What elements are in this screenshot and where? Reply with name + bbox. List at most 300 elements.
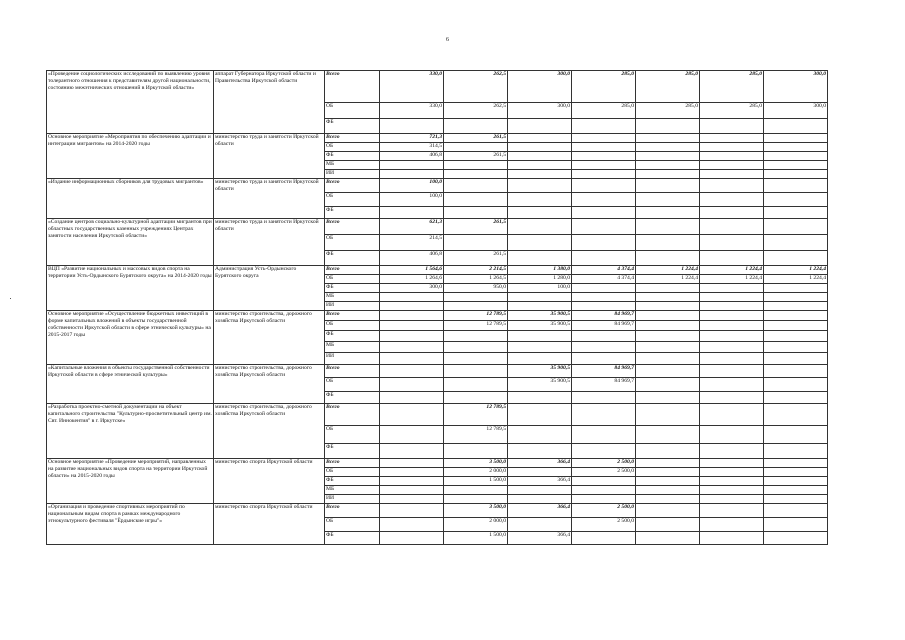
amount-cell: [380, 392, 444, 404]
amount-cell: 84 969,7: [572, 378, 636, 392]
responsible-executor: министерство строительства, дорожного хозяйства Иркутской области: [214, 311, 325, 365]
amount-cell: 1 264,5: [444, 275, 508, 284]
amount-cell: [636, 404, 700, 426]
amount-cell: 621,3: [380, 219, 444, 235]
amount-cell: 330,0: [380, 71, 444, 103]
funding-source: ФБ: [325, 207, 380, 219]
amount-cell: [700, 518, 764, 532]
amount-cell: [700, 170, 764, 179]
amount-cell: [636, 331, 700, 342]
funding-source: Всего: [325, 71, 380, 103]
responsible-executor: министерство спорта Иркутской области: [214, 459, 325, 504]
amount-cell: [700, 152, 764, 161]
funding-source: ФБ: [325, 392, 380, 404]
amount-cell: [700, 311, 764, 321]
amount-cell: 1 500,0: [444, 532, 508, 545]
amount-cell: 300,0: [508, 103, 572, 119]
amount-cell: [636, 426, 700, 444]
amount-cell: 366,4: [508, 532, 572, 545]
scan-dot: [10, 298, 11, 299]
amount-cell: [508, 170, 572, 179]
amount-cell: [380, 468, 444, 477]
amount-cell: 261,5: [444, 219, 508, 235]
table-row: [47, 266, 828, 275]
amount-cell: [508, 518, 572, 532]
amount-cell: [572, 532, 636, 545]
amount-cell: [764, 468, 828, 477]
amount-cell: [764, 152, 828, 161]
amount-cell: [572, 353, 636, 365]
amount-cell: 100,0: [508, 284, 572, 293]
amount-cell: 721,3: [380, 134, 444, 143]
responsible-executor: аппарат Губернатора Иркутской области и Правительства Иркутской области: [214, 71, 325, 134]
amount-cell: [700, 426, 764, 444]
amount-cell: [444, 392, 508, 404]
amount-cell: 262,5: [444, 103, 508, 119]
amount-cell: [444, 293, 508, 302]
amount-cell: 2 000,0: [444, 518, 508, 532]
amount-cell: [700, 365, 764, 378]
amount-cell: 366,4: [508, 504, 572, 518]
amount-cell: [508, 119, 572, 134]
funding-source: Всего: [325, 459, 380, 468]
amount-cell: [380, 378, 444, 392]
amount-cell: [572, 293, 636, 302]
amount-cell: [636, 392, 700, 404]
amount-cell: 406,8: [380, 152, 444, 161]
amount-cell: [636, 353, 700, 365]
amount-cell: 1 224,4: [764, 275, 828, 284]
amount-cell: [380, 495, 444, 504]
amount-cell: [636, 342, 700, 353]
amount-cell: [764, 404, 828, 426]
amount-cell: 950,0: [444, 284, 508, 293]
amount-cell: [700, 477, 764, 486]
amount-cell: [636, 532, 700, 545]
funding-source: Всего: [325, 365, 380, 378]
amount-cell: [700, 134, 764, 143]
amount-cell: [380, 477, 444, 486]
amount-cell: [444, 179, 508, 193]
table-row: [47, 311, 828, 321]
table-row: [47, 504, 828, 518]
amount-cell: [636, 134, 700, 143]
amount-cell: [508, 331, 572, 342]
activity-name: ВЦП «Развитие национальных и массовых видов спорта на территории Усть-Ордынского Бурятского округа» на 2014-2020 годы: [47, 266, 214, 311]
amount-cell: 1 500,0: [444, 477, 508, 486]
amount-cell: [380, 302, 444, 311]
amount-cell: [508, 235, 572, 251]
amount-cell: [508, 426, 572, 444]
amount-cell: [700, 161, 764, 170]
amount-cell: [380, 170, 444, 179]
activity-name: «Организация и проведение спортивных мероприятий по национальным видам спорта в рамках международного этнокультурного фестиваля "Ёрдынские игры"»: [47, 504, 214, 545]
amount-cell: [380, 444, 444, 459]
amount-cell: 285,0: [636, 71, 700, 103]
amount-cell: 35 900,5: [508, 378, 572, 392]
amount-cell: [444, 444, 508, 459]
amount-cell: [636, 161, 700, 170]
amount-cell: [572, 486, 636, 495]
amount-cell: [380, 119, 444, 134]
amount-cell: 2 500,0: [572, 459, 636, 468]
funding-source: ФБ: [325, 119, 380, 134]
amount-cell: [764, 321, 828, 331]
amount-cell: 4 374,4: [572, 275, 636, 284]
amount-cell: 285,0: [572, 103, 636, 119]
amount-cell: [444, 193, 508, 207]
funding-source: ОБ: [325, 143, 380, 152]
amount-cell: [636, 293, 700, 302]
amount-cell: 35 900,5: [508, 321, 572, 331]
amount-cell: 214,5: [380, 235, 444, 251]
funding-source: ИИ: [325, 353, 380, 365]
amount-cell: 261,5: [444, 134, 508, 143]
amount-cell: 1 224,4: [764, 266, 828, 275]
amount-cell: [636, 170, 700, 179]
amount-cell: [700, 193, 764, 207]
amount-cell: 35 900,5: [508, 311, 572, 321]
amount-cell: [572, 284, 636, 293]
amount-cell: [380, 532, 444, 545]
amount-cell: [764, 353, 828, 365]
amount-cell: [444, 207, 508, 219]
amount-cell: 12 789,5: [444, 311, 508, 321]
amount-cell: [700, 331, 764, 342]
amount-cell: [636, 321, 700, 331]
amount-cell: [764, 219, 828, 235]
activity-name: Основное мероприятие «Проведение мероприятий, направленных на развитие национальных видов спорта на территории Иркутской области» на 2015-2020 годы: [47, 459, 214, 504]
amount-cell: 2 000,0: [444, 468, 508, 477]
amount-cell: [636, 486, 700, 495]
amount-cell: [444, 302, 508, 311]
funding-source: Всего: [325, 179, 380, 193]
amount-cell: [764, 302, 828, 311]
amount-cell: 3 500,0: [444, 459, 508, 468]
amount-cell: [764, 365, 828, 378]
amount-cell: 1 564,6: [380, 266, 444, 275]
amount-cell: [636, 495, 700, 504]
funding-source: ОБ: [325, 468, 380, 477]
amount-cell: [572, 219, 636, 235]
funding-source: ОБ: [325, 426, 380, 444]
responsible-executor: министерство труда и занятости Иркутской области: [214, 134, 325, 179]
amount-cell: [444, 161, 508, 170]
amount-cell: 1 224,4: [636, 266, 700, 275]
amount-cell: [764, 486, 828, 495]
amount-cell: [764, 532, 828, 545]
amount-cell: 1 224,4: [700, 275, 764, 284]
funding-source: ОБ: [325, 518, 380, 532]
amount-cell: [508, 207, 572, 219]
amount-cell: [764, 170, 828, 179]
amount-cell: [380, 293, 444, 302]
amount-cell: [508, 161, 572, 170]
amount-cell: [700, 207, 764, 219]
amount-cell: [700, 302, 764, 311]
amount-cell: [380, 342, 444, 353]
amount-cell: [508, 486, 572, 495]
amount-cell: 366,4: [508, 477, 572, 486]
funding-source: ФБ: [325, 331, 380, 342]
amount-cell: [444, 486, 508, 495]
amount-cell: [636, 179, 700, 193]
budget-table: [46, 70, 828, 545]
amount-cell: [636, 119, 700, 134]
funding-source: Всего: [325, 404, 380, 426]
page-number: 6: [446, 37, 449, 43]
amount-cell: [444, 143, 508, 152]
responsible-executor: министерство строительства, дорожного хозяйства Иркутской области: [214, 365, 325, 404]
amount-cell: 12 789,5: [444, 404, 508, 426]
amount-cell: [764, 284, 828, 293]
funding-source: Всего: [325, 219, 380, 235]
activity-name: «Издание информационных сборников для трудовых мигрантов»: [47, 179, 214, 219]
amount-cell: [508, 468, 572, 477]
amount-cell: [572, 179, 636, 193]
amount-cell: 1 224,4: [700, 266, 764, 275]
amount-cell: [700, 284, 764, 293]
amount-cell: [764, 311, 828, 321]
amount-cell: [700, 378, 764, 392]
funding-source: ФБ: [325, 152, 380, 161]
amount-cell: [380, 518, 444, 532]
amount-cell: 12 789,5: [444, 426, 508, 444]
funding-source: Всего: [325, 504, 380, 518]
amount-cell: 84 969,7: [572, 365, 636, 378]
amount-cell: [700, 219, 764, 235]
table-row: [47, 365, 828, 378]
amount-cell: [700, 143, 764, 152]
amount-cell: [444, 235, 508, 251]
activity-name: «Создание центров социально-культурной адаптации мигрантов при областных государственных казенных учреждениях Центрах занятости населения Иркутской области»: [47, 219, 214, 266]
amount-cell: 2 500,0: [572, 518, 636, 532]
amount-cell: [700, 444, 764, 459]
amount-cell: [636, 207, 700, 219]
funding-source: МБ: [325, 342, 380, 353]
amount-cell: [764, 378, 828, 392]
amount-cell: [700, 342, 764, 353]
amount-cell: [380, 404, 444, 426]
amount-cell: 300,0: [380, 284, 444, 293]
amount-cell: [572, 495, 636, 504]
amount-cell: [636, 152, 700, 161]
amount-cell: [508, 293, 572, 302]
amount-cell: [636, 311, 700, 321]
table-row: [47, 71, 828, 103]
amount-cell: [700, 251, 764, 266]
amount-cell: [380, 486, 444, 495]
table-row: [47, 404, 828, 426]
amount-cell: [636, 302, 700, 311]
amount-cell: [380, 353, 444, 365]
funding-source: ФБ: [325, 444, 380, 459]
amount-cell: [700, 353, 764, 365]
amount-cell: [700, 179, 764, 193]
amount-cell: [636, 468, 700, 477]
amount-cell: [700, 495, 764, 504]
amount-cell: [700, 459, 764, 468]
amount-cell: [764, 426, 828, 444]
amount-cell: 2 500,0: [572, 468, 636, 477]
activity-name: Основное мероприятие «Мероприятия по обеспечению адаптации и интеграции мигрантов» на 2014-2020 годы: [47, 134, 214, 179]
amount-cell: 4 374,4: [572, 266, 636, 275]
responsible-executor: министерство труда и занятости Иркутской области: [214, 179, 325, 219]
amount-cell: [764, 331, 828, 342]
amount-cell: [508, 353, 572, 365]
funding-source: ФБ: [325, 251, 380, 266]
amount-cell: [444, 378, 508, 392]
funding-source: ОБ: [325, 378, 380, 392]
amount-cell: [700, 504, 764, 518]
amount-cell: [700, 468, 764, 477]
amount-cell: [636, 378, 700, 392]
amount-cell: [636, 365, 700, 378]
amount-cell: [508, 495, 572, 504]
amount-cell: [508, 404, 572, 426]
amount-cell: [572, 331, 636, 342]
amount-cell: 2 214,5: [444, 266, 508, 275]
amount-cell: [764, 444, 828, 459]
funding-source: ОБ: [325, 103, 380, 119]
amount-cell: [508, 219, 572, 235]
amount-cell: 35 900,5: [508, 365, 572, 378]
amount-cell: [636, 504, 700, 518]
activity-name: «Разработка проектно-сметной документации на объект капитального строительства "Культурно-просветительный центр им. Свт. Иннокентия" в г. Иркутске»: [47, 404, 214, 459]
amount-cell: 366,4: [508, 459, 572, 468]
funding-source: ФБ: [325, 532, 380, 545]
amount-cell: [764, 119, 828, 134]
responsible-executor: министерство строительства, дорожного хозяйства Иркутской области: [214, 404, 325, 459]
amount-cell: 1 380,0: [508, 266, 572, 275]
amount-cell: 285,0: [636, 103, 700, 119]
amount-cell: [444, 353, 508, 365]
amount-cell: [572, 444, 636, 459]
responsible-executor: министерство труда и занятости Иркутской области: [214, 219, 325, 266]
funding-source: ФБ: [325, 284, 380, 293]
amount-cell: 285,0: [572, 71, 636, 103]
amount-cell: [764, 504, 828, 518]
budget-table-body: [47, 71, 828, 545]
amount-cell: 84 969,7: [572, 311, 636, 321]
amount-cell: [764, 392, 828, 404]
amount-cell: [380, 311, 444, 321]
responsible-executor: Администрация Усть-Ордынского Бурятского округа: [214, 266, 325, 311]
amount-cell: 406,8: [380, 251, 444, 266]
amount-cell: [444, 342, 508, 353]
amount-cell: 261,5: [444, 152, 508, 161]
amount-cell: [572, 152, 636, 161]
amount-cell: 262,5: [444, 71, 508, 103]
amount-cell: [700, 392, 764, 404]
amount-cell: 300,0: [764, 71, 828, 103]
amount-cell: 1 280,0: [508, 275, 572, 284]
amount-cell: [508, 392, 572, 404]
amount-cell: 300,0: [508, 71, 572, 103]
amount-cell: [764, 293, 828, 302]
amount-cell: [572, 477, 636, 486]
amount-cell: [572, 170, 636, 179]
amount-cell: 261,5: [444, 251, 508, 266]
amount-cell: 1 224,4: [636, 275, 700, 284]
amount-cell: [764, 495, 828, 504]
amount-cell: 100,0: [380, 179, 444, 193]
amount-cell: [636, 477, 700, 486]
amount-cell: [380, 504, 444, 518]
amount-cell: [572, 392, 636, 404]
amount-cell: [764, 235, 828, 251]
funding-source: Всего: [325, 311, 380, 321]
amount-cell: [572, 404, 636, 426]
amount-cell: [444, 495, 508, 504]
amount-cell: [764, 207, 828, 219]
funding-source: ОБ: [325, 275, 380, 284]
amount-cell: [572, 426, 636, 444]
amount-cell: [380, 331, 444, 342]
amount-cell: [444, 170, 508, 179]
amount-cell: [572, 161, 636, 170]
amount-cell: 84 969,7: [572, 321, 636, 331]
amount-cell: 314,5: [380, 143, 444, 152]
funding-source: Всего: [325, 134, 380, 143]
amount-cell: [636, 193, 700, 207]
amount-cell: 2 500,0: [572, 504, 636, 518]
funding-source: ИИ: [325, 495, 380, 504]
activity-name: «Капитальные вложения в объекты государственной собственности Иркутской области в сфере этнической культуры»: [47, 365, 214, 404]
amount-cell: [572, 143, 636, 152]
funding-source: ОБ: [325, 235, 380, 251]
amount-cell: 1 264,6: [380, 275, 444, 284]
amount-cell: [700, 404, 764, 426]
amount-cell: [764, 459, 828, 468]
funding-source: МБ: [325, 293, 380, 302]
amount-cell: [572, 193, 636, 207]
amount-cell: [636, 444, 700, 459]
table-row: [47, 179, 828, 193]
amount-cell: 300,0: [764, 103, 828, 119]
amount-cell: [636, 284, 700, 293]
amount-cell: 285,0: [700, 71, 764, 103]
amount-cell: [764, 134, 828, 143]
amount-cell: [700, 532, 764, 545]
amount-cell: [764, 251, 828, 266]
amount-cell: [508, 134, 572, 143]
amount-cell: [764, 161, 828, 170]
amount-cell: [380, 426, 444, 444]
amount-cell: [380, 161, 444, 170]
amount-cell: [380, 207, 444, 219]
amount-cell: [636, 251, 700, 266]
amount-cell: [380, 365, 444, 378]
amount-cell: [572, 207, 636, 219]
table-row: [47, 459, 828, 468]
amount-cell: [700, 235, 764, 251]
amount-cell: [508, 152, 572, 161]
amount-cell: [572, 251, 636, 266]
amount-cell: [636, 219, 700, 235]
amount-cell: [508, 302, 572, 311]
activity-name: «Проведение социологических исследований по выявлению уровня толерантного отношения к представителям другой национальности, состоянию межэтнических отношений в Иркутской области»: [47, 71, 214, 134]
amount-cell: [700, 293, 764, 302]
funding-source: ИИ: [325, 302, 380, 311]
table-row: [47, 134, 828, 143]
amount-cell: [572, 342, 636, 353]
amount-cell: [636, 143, 700, 152]
amount-cell: [444, 119, 508, 134]
funding-source: МБ: [325, 486, 380, 495]
amount-cell: [764, 477, 828, 486]
amount-cell: [764, 342, 828, 353]
